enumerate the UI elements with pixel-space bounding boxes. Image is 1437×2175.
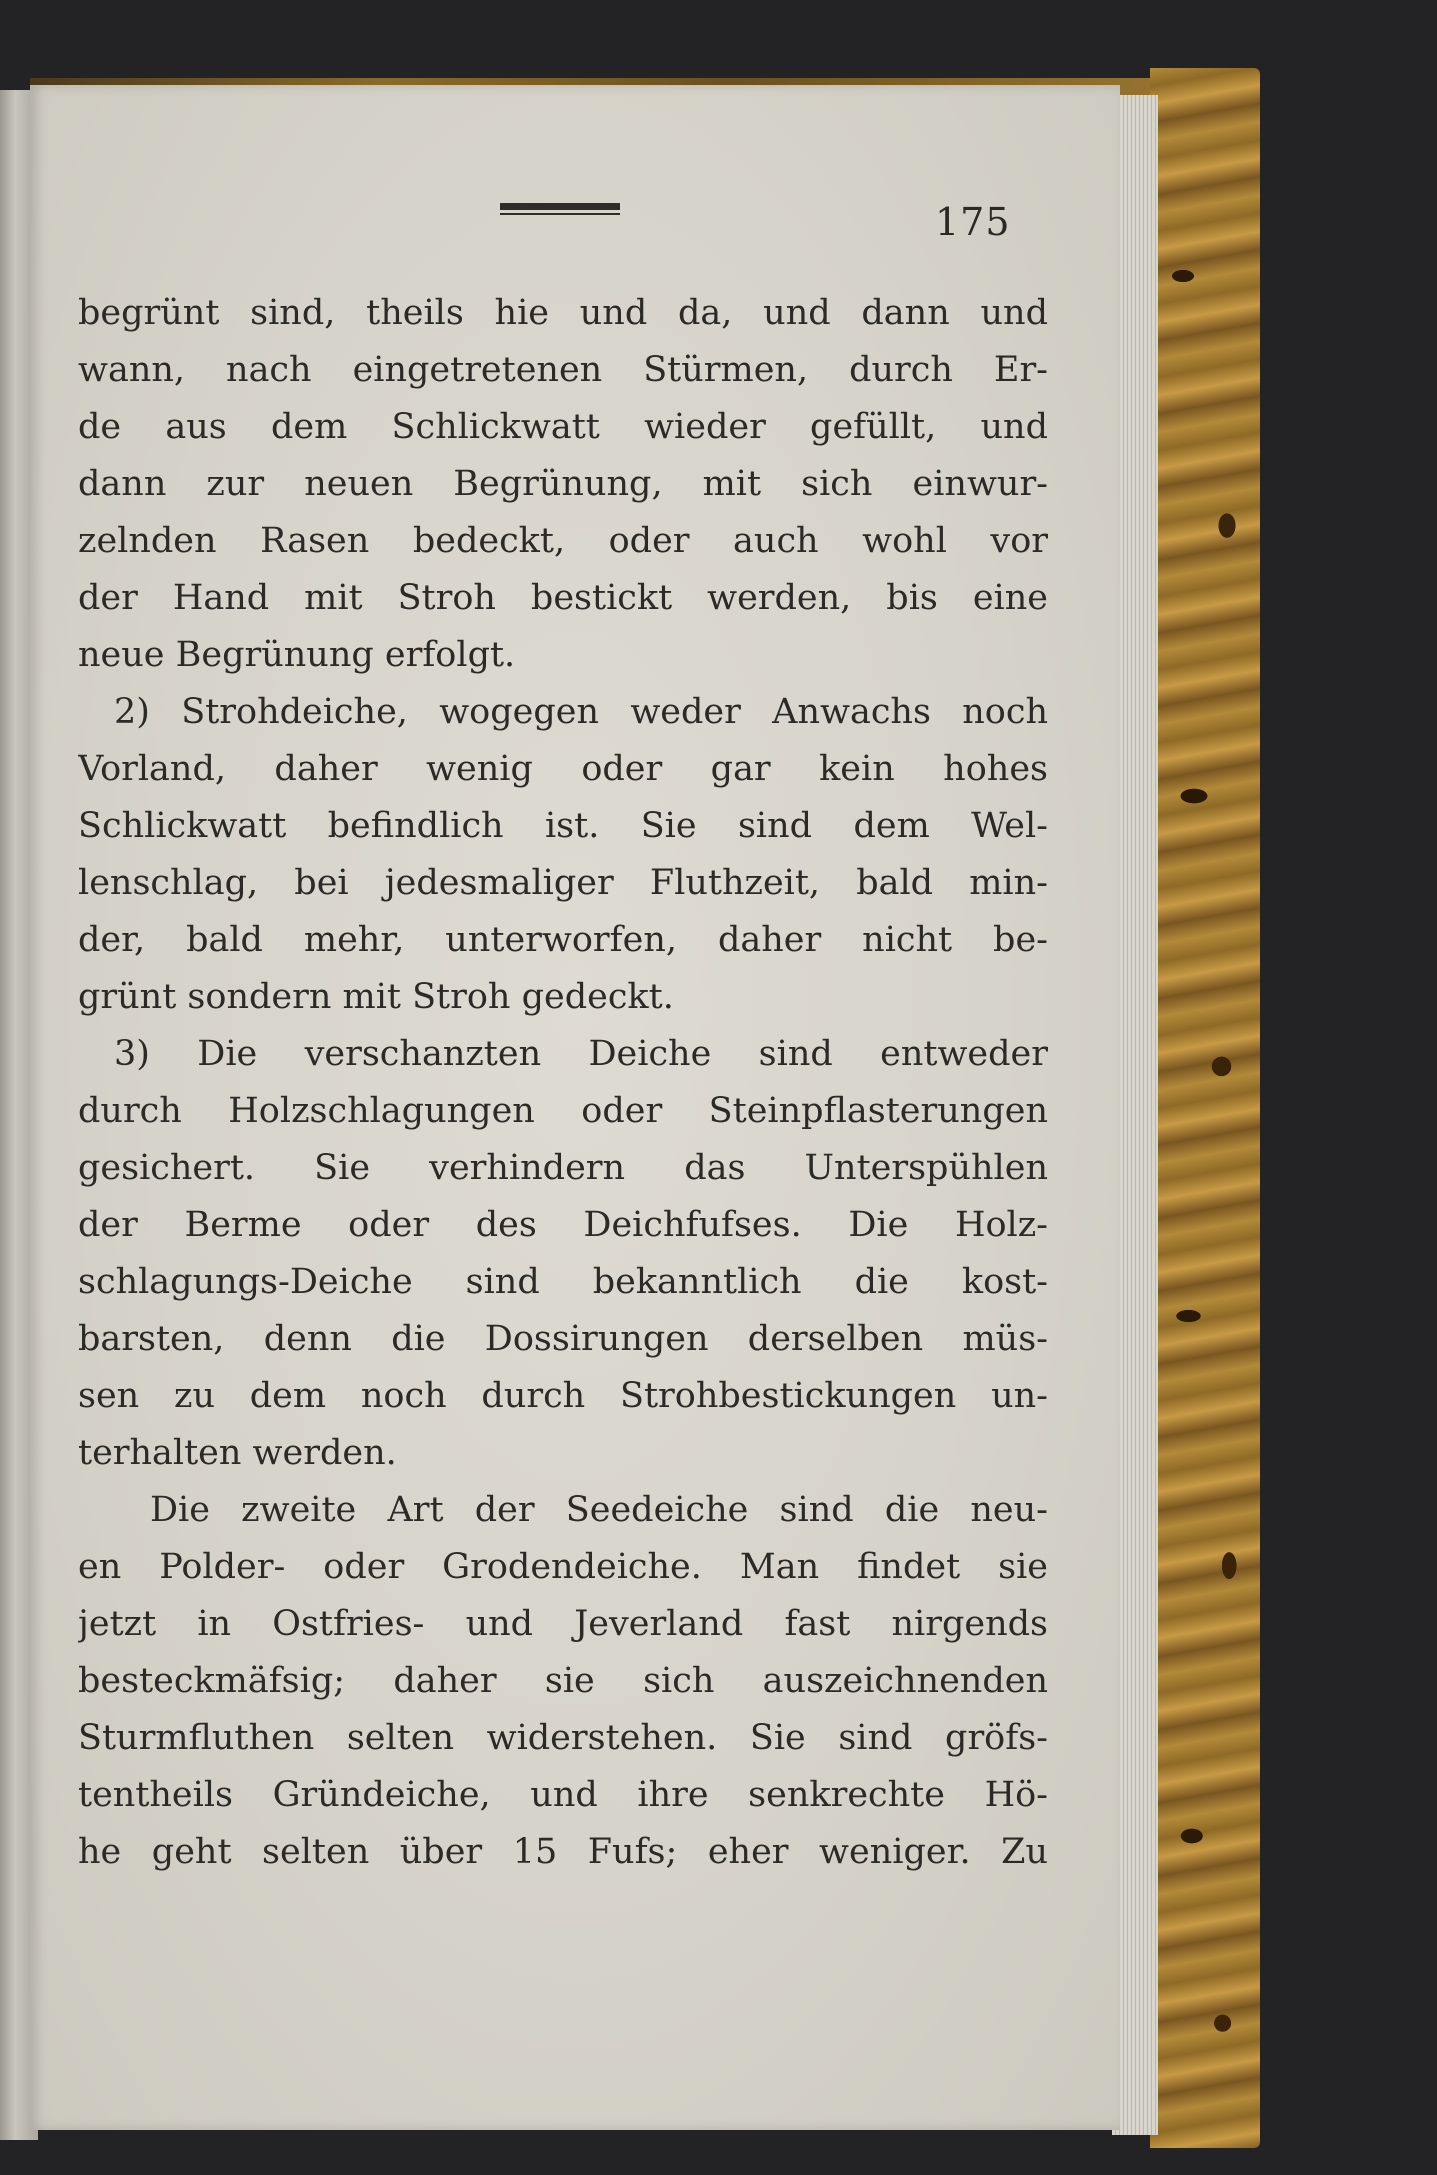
text-line: neue Begrünung erfolgt.: [78, 635, 516, 675]
text-line: begrünt sind, theils hie und da, und dann und: [78, 293, 1048, 333]
text-line: schlagungs-Deiche sind bekanntlich die kost-: [78, 1262, 1048, 1302]
text-line: Schlickwatt befindlich ist. Sie sind dem Wel-: [78, 806, 1048, 846]
text-line: besteckmäfsig; daher sie sich auszeichnenden: [78, 1661, 1048, 1701]
text-line: der Hand mit Stroh bestickt werden, bis eine: [78, 578, 1048, 618]
text-line: en Polder- oder Grodendeiche. Man findet sie: [78, 1547, 1048, 1587]
page-number: 175: [935, 200, 1011, 244]
text-line: der Berme oder des Deichfufses. Die Holz-: [78, 1205, 1048, 1245]
text-line: 3) Die verschanzten Deiche sind entweder: [114, 1034, 1048, 1074]
text-line: Sturmfluthen selten widerstehen. Sie sind gröfs-: [78, 1718, 1048, 1758]
text-line: jetzt in Ostfries- und Jeverland fast nirgends: [78, 1604, 1048, 1644]
text-line: dann zur neuen Begrünung, mit sich einwur-: [78, 464, 1048, 504]
body-text: [78, 285, 1048, 1881]
text-line: de aus dem Schlickwatt wieder gefüllt, und: [78, 407, 1048, 447]
text-line: Die zweite Art der Seedeiche sind die neu-: [150, 1490, 1048, 1530]
header-rule-ornament: [500, 203, 620, 215]
text-line: lenschlag, bei jedesmaliger Fluthzeit, bald min-: [78, 863, 1048, 903]
text-line: tentheils Gründeiche, und ihre senkrechte Hö-: [78, 1775, 1048, 1815]
text-line: 2) Strohdeiche, wogegen weder Anwachs noch: [114, 692, 1048, 732]
text-line: durch Holzschlagungen oder Steinpflasterungen: [78, 1091, 1048, 1131]
text-line: barsten, denn die Dossirungen derselben müs-: [78, 1319, 1048, 1359]
text-line: grünt sondern mit Stroh gedeckt.: [78, 977, 674, 1017]
text-line: Vorland, daher wenig oder gar kein hohes: [78, 749, 1048, 789]
text-line: zelnden Rasen bedeckt, oder auch wohl vor: [78, 521, 1048, 561]
text-line: gesichert. Sie verhindern das Unterspühlen: [78, 1148, 1048, 1188]
marbled-cover: [1150, 68, 1260, 2148]
ornament-thick-rule: [500, 203, 620, 210]
text-line: wann, nach eingetretenen Stürmen, durch Er-: [78, 350, 1048, 390]
text-line: sen zu dem noch durch Strohbestickungen un-: [78, 1376, 1048, 1416]
text-line: terhalten werden.: [78, 1433, 397, 1473]
text-line: der, bald mehr, unterworfen, daher nicht be-: [78, 920, 1048, 960]
ornament-thin-rule: [500, 213, 620, 215]
text-line: he geht selten über 15 Fufs; eher weniger. Zu: [78, 1832, 1048, 1872]
